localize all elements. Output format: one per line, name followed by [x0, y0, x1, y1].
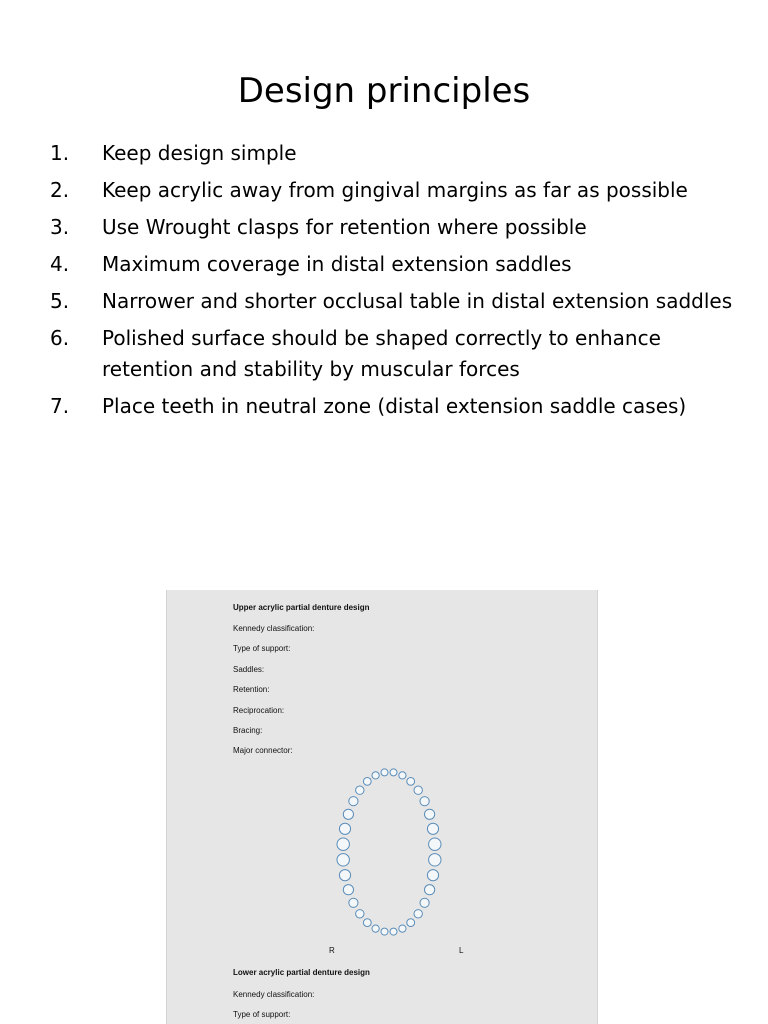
- list-text: Maximum coverage in distal extension saddles: [102, 252, 572, 276]
- tooth-outline: [420, 797, 429, 806]
- tooth-outline: [343, 809, 353, 819]
- tooth-outline: [390, 928, 397, 935]
- list-item: [50, 286, 740, 317]
- left-side-label: L: [459, 946, 464, 955]
- tooth-outline: [429, 854, 441, 866]
- upper-field-retention: Retention:: [233, 685, 270, 694]
- upper-field-support: Type of support:: [233, 644, 291, 653]
- tooth-outline: [420, 898, 429, 907]
- tooth-outline: [390, 769, 397, 776]
- tooth-outline: [339, 823, 350, 834]
- upper-field-major-connector: Major connector:: [233, 746, 293, 755]
- list-number: 1.: [50, 141, 70, 165]
- list-text: Keep acrylic away from gingival margins as far as possible: [102, 178, 688, 202]
- tooth-outline: [372, 925, 379, 932]
- list-item: [50, 138, 740, 169]
- list-number: 4.: [50, 252, 70, 276]
- list-text: Polished surface should be shaped correctly to enhance retention and stability by muscular forces: [102, 326, 661, 381]
- tooth-outline: [337, 838, 349, 850]
- tooth-outline: [381, 769, 388, 776]
- tooth-outline: [425, 809, 435, 819]
- upper-field-bracing: Bracing:: [233, 726, 263, 735]
- tooth-outline: [425, 885, 435, 895]
- list-number: 7.: [50, 394, 70, 418]
- upper-field-kennedy: Kennedy classification:: [233, 624, 315, 633]
- tooth-outline: [407, 778, 415, 786]
- tooth-outline: [337, 854, 349, 866]
- tooth-outline: [339, 870, 350, 881]
- tooth-outline: [399, 925, 406, 932]
- tooth-outline: [381, 928, 388, 935]
- tooth-outline: [363, 778, 371, 786]
- tooth-outline: [414, 910, 422, 918]
- tooth-outline: [349, 898, 358, 907]
- list-number: 6.: [50, 326, 70, 350]
- tooth-outline: [427, 823, 438, 834]
- tooth-outline: [356, 910, 364, 918]
- list-item: [50, 249, 740, 280]
- tooth-outline: [343, 885, 353, 895]
- slide-title: Design principles: [237, 71, 531, 111]
- tooth-outline: [356, 786, 364, 794]
- upper-form-heading: Upper acrylic partial denture design: [233, 603, 370, 612]
- lower-field-kennedy: Kennedy classification:: [233, 990, 315, 999]
- tooth-outline: [363, 919, 371, 927]
- list-number: 5.: [50, 289, 70, 313]
- right-side-label: R: [329, 946, 335, 955]
- lower-form-heading: Lower acrylic partial denture design: [233, 968, 370, 977]
- tooth-outline: [372, 772, 379, 779]
- tooth-outline: [429, 838, 441, 850]
- tooth-outline: [349, 797, 358, 806]
- list-number: 2.: [50, 178, 70, 202]
- list-text: Use Wrought clasps for retention where possible: [102, 215, 587, 239]
- principles-list: [50, 138, 740, 428]
- tooth-outline: [427, 870, 438, 881]
- list-text: Narrower and shorter occlusal table in distal extension saddles: [102, 289, 733, 313]
- list-item: [50, 175, 740, 206]
- denture-design-form-image: [166, 590, 598, 1024]
- dental-arch-chart: [327, 760, 457, 950]
- list-item: [50, 212, 740, 243]
- tooth-outline: [399, 772, 406, 779]
- list-text: Keep design simple: [102, 141, 297, 165]
- tooth-outline: [407, 919, 415, 927]
- tooth-outline: [414, 786, 422, 794]
- list-text: Place teeth in neutral zone (distal extension saddle cases): [102, 394, 687, 418]
- list-number: 3.: [50, 215, 70, 239]
- list-item: [50, 391, 740, 422]
- upper-field-reciprocation: Reciprocation:: [233, 706, 285, 715]
- list-item: [50, 323, 740, 385]
- upper-field-saddles: Saddles:: [233, 665, 265, 674]
- lower-field-support: Type of support:: [233, 1010, 291, 1019]
